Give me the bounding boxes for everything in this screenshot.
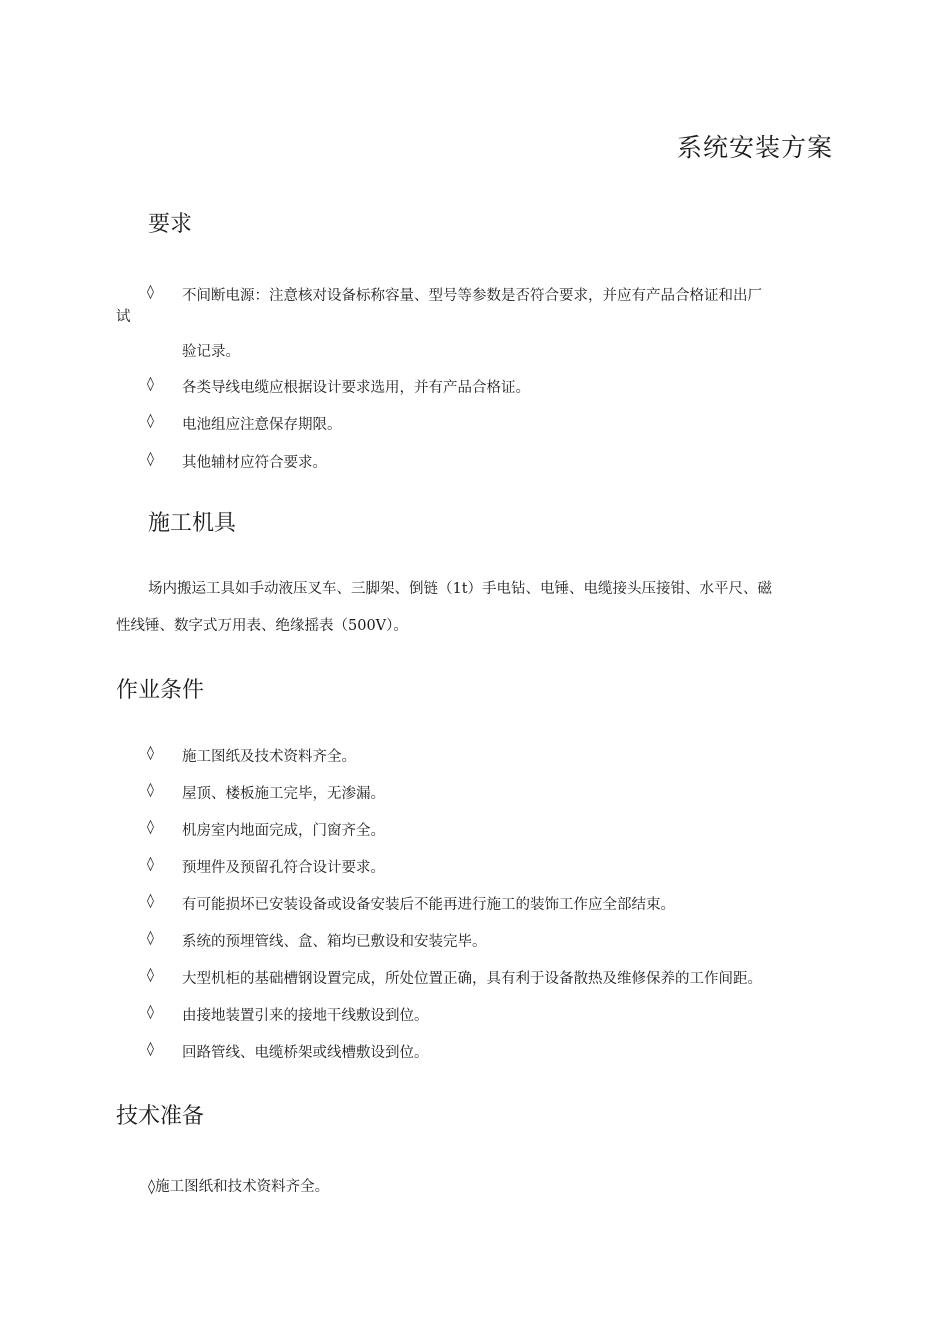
tools-paragraph-line-1: 场内搬运工具如手动液压叉车、三脚架、倒链（1t）手电钻、电锤、电缆接头压接钳、水平尺、磁: [148, 581, 773, 597]
bullet-marker: ◊: [147, 782, 154, 798]
condition-item: 有可能损坏已安装设备或设备安装后不能再进行施工的装饰工作应全部结束。: [182, 897, 675, 913]
bullet-marker: ◊: [147, 745, 154, 761]
condition-item: 施工图纸及技术资料齐全。: [182, 749, 356, 765]
requirement-item-3: 电池组应注意保存期限。: [182, 417, 342, 433]
bullet-marker: ◊: [147, 451, 154, 467]
section-heading-requirements: 要求: [148, 212, 193, 237]
condition-item: 回路管线、电缆桥架或线槽敷设到位。: [182, 1045, 429, 1061]
bullet-marker: ◊: [147, 893, 154, 909]
bullet-marker: ◊: [147, 1004, 154, 1020]
bullet-marker: ◊: [147, 413, 154, 429]
bullet-marker: ◊: [147, 856, 154, 872]
bullet-marker: ◊: [147, 819, 154, 835]
section-heading-tools: 施工机具: [148, 511, 237, 536]
condition-item: 屋顶、楼板施工完毕，无渗漏。: [182, 786, 385, 802]
tech-prep-item-1: ◊施工图纸和技术资料齐全。: [148, 1179, 330, 1195]
condition-item: 大型机柜的基础槽钢设置完成，所处位置正确，具有利于设备散热及维修保养的工作间距。: [182, 971, 762, 987]
requirement-item-1-line-2: 验记录。: [182, 344, 240, 360]
requirement-item-2: 各类导线电缆应根据设计要求选用，并有产品合格证。: [182, 380, 530, 396]
requirement-item-4: 其他辅材应符合要求。: [182, 455, 327, 471]
requirement-item-1-line-1: 不间断电源：注意核对设备标称容量、型号等参数是否符合要求，并应有产品合格证和出厂: [182, 288, 762, 304]
tools-paragraph-line-2: 性线锤、数字式万用表、绝缘摇表（500V）。: [116, 618, 408, 634]
bullet-marker: ◊: [147, 1041, 154, 1057]
condition-item: 系统的预埋管线、盒、箱均已敷设和安装完毕。: [182, 934, 487, 950]
condition-item: 预埋件及预留孔符合设计要求。: [182, 860, 385, 876]
section-heading-tech-prep: 技术准备: [116, 1104, 205, 1129]
requirement-item-1-wrap-char: 试: [116, 309, 131, 325]
bullet-marker: ◊: [147, 376, 154, 392]
bullet-marker: ◊: [147, 967, 154, 983]
bullet-marker: ◊: [147, 930, 154, 946]
document-title: 系统安装方案: [676, 133, 833, 162]
section-heading-conditions: 作业条件: [116, 678, 205, 703]
condition-item: 由接地装置引来的接地干线敷设到位。: [182, 1008, 429, 1024]
condition-item: 机房室内地面完成，门窗齐全。: [182, 823, 385, 839]
bullet-marker: ◊: [147, 284, 154, 300]
